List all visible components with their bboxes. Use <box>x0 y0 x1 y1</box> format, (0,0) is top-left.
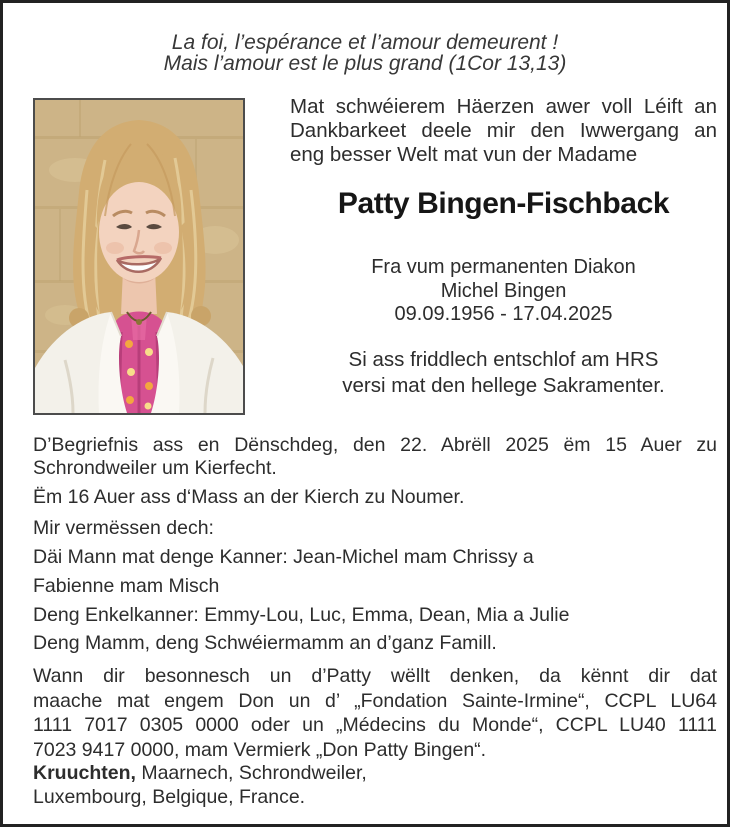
places-line-1 <box>33 761 717 785</box>
family-relation-block <box>290 256 717 327</box>
mourning-line-4: Deng Mamm, deng Schwéiermamm an d’ganz Famill. <box>33 632 497 654</box>
donation-line-3: 1111 7017 0305 0000 oder un „Médecins du Monde“, CCPL LU40 1111 <box>33 714 717 736</box>
burial-paragraph <box>33 434 717 480</box>
quote-line-2: Mais l’amour est le plus grand (1Cor 13,13) <box>163 52 567 75</box>
donation-paragraph <box>33 664 717 762</box>
intro-paragraph <box>290 95 717 167</box>
intro-line-3: eng besser Welt mat vun der Madame <box>290 143 638 166</box>
scripture-quote <box>3 32 727 74</box>
life-dates: 09.09.1956 - 17.04.2025 <box>394 303 613 325</box>
passing-block <box>290 347 717 399</box>
passing-line-1: Si ass friddlech entschlof am HRS <box>348 348 659 371</box>
donation-line-1: Wann dir besonnesch un d’Patty wëllt denken, da kënnt dir dat <box>33 665 717 687</box>
portrait-illustration <box>35 100 243 413</box>
portrait-photo <box>33 98 245 415</box>
intro-line-1: Mat schwéierem Häerzen awer voll Léift an <box>290 95 717 118</box>
mourning-heading: Mir vermëssen dech: <box>33 517 214 539</box>
mourning-line-3: Deng Enkelkanner: Emmy-Lou, Luc, Emma, Dean, Mia a Julie <box>33 604 570 626</box>
places-line-2: Luxembourg, Belgique, France. <box>33 786 306 808</box>
quote-line-1: La foi, l’espérance et l’amour demeurent ! <box>171 31 559 54</box>
donation-line-4: 7023 9417 0000, mam Vermierk „Don Patty Bingen“. <box>33 738 487 761</box>
burial-line-1: D’Begriefnis ass en Dënschdeg, den 22. Abrëll 2025 ëm 15 Auer zu <box>33 434 717 456</box>
family-line-1: Fra vum permanenten Diakon <box>371 256 636 278</box>
mourning-line-2: Fabienne mam Misch <box>33 575 220 597</box>
places-bold-town: Kruuchten, <box>33 762 136 784</box>
deceased-name: Patty Bingen-Fischback <box>337 187 670 220</box>
passing-line-2: versi mat den hellege Sakramenter. <box>342 374 665 397</box>
donation-line-2: maache mat engem Don un d’ „Fondation Sainte-Irmine“, CCPL LU64 <box>33 689 717 712</box>
places-block <box>33 761 717 809</box>
burial-line-2: Schrondweiler um Kierfecht. <box>33 457 277 479</box>
mass-line: Ëm 16 Auer ass d‘Mass an der Kierch zu Noumer. <box>33 486 465 508</box>
family-line-2: Michel Bingen <box>440 279 567 302</box>
mourning-line-1: Däi Mann mat denge Kanner: Jean-Michel mam Chrissy a <box>33 546 534 568</box>
places-rest: Maarnech, Schrondweiler, <box>135 762 367 784</box>
intro-line-2: Dankbarkeet deele mir den Iwwergang an <box>290 119 717 142</box>
